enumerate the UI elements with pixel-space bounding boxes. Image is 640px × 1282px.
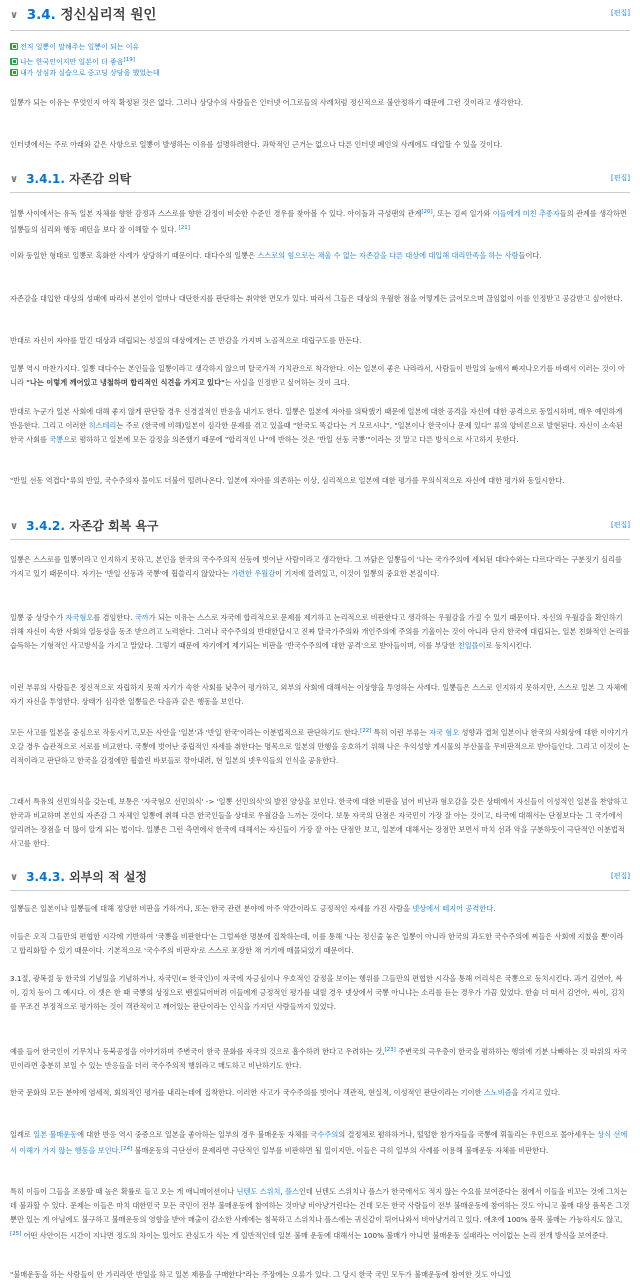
paragraph: 반대로 자신이 자아를 맡긴 대상과 대립되는 성질의 대상에게는 큰 반감을 가지며 노골적으로 대립구도를 만든다. — [10, 336, 362, 345]
footnote-ref[interactable]: [23] — [384, 1047, 396, 1053]
wiki-link[interactable]: 국까 — [134, 613, 149, 622]
wiki-link[interactable]: 히스테리 — [88, 421, 117, 430]
chevron-down-icon[interactable]: ∨ — [10, 10, 19, 21]
wiki-link[interactable]: 국수주의 — [310, 1130, 339, 1139]
section-heading-3-4[interactable] — [10, 3, 630, 31]
paragraph: 일뽕들은 일본이나 일뽕들에 대해 정당한 비판을 가하거나, 또는 한국 관련 분야에 아주 약간이라도 긍정적인 자세를 가진 사람을 넷상에서 떼지어 공격한다. — [10, 904, 496, 913]
wiki-link[interactable]: 자국혐오 — [65, 613, 94, 622]
section-heading-3-4-3[interactable] — [10, 866, 630, 891]
edit-link[interactable]: [편집] — [611, 9, 630, 17]
chevron-down-icon[interactable]: ∨ — [10, 872, 19, 883]
section-number[interactable]: 3.4.3. — [26, 870, 65, 884]
paragraph: 3.1절, 광복절 등 한국의 기념일을 기념하거나, 자국민(= 한국인)이 자국에 자긍심이나 우호적인 감정을 보이는 행위를 그들만의 편협한 시각을 통해 어리석은 국뽕으로 등치시킨다. 과거 김연아, 싸이, 김치 등이 그 예시다. 이 셋은 한 때 국뽕의 상징으로 밴질되어버려 이들에게 긍정적인 평가를 내릴 경우 넷상에서 국뽕 아니냐는 소리를 듣는 경우가 가끔 있었다. 한술 더 떠서 김연아, 싸이, 김치를 무조건 부정적으로 평가하는 것이 객관적이고 깨어있는 판단이라는 인식을 가지던 사람들까지 있었다. — [10, 974, 625, 1011]
wiki-link[interactable]: 스스로의 힘으로는 채울 수 없는 자존감을 다른 대상에 대입해 대리만족을 하는 사람 — [257, 251, 519, 260]
wiki-link[interactable]: 닌텐도 스위치, 플스 — [236, 1187, 299, 1196]
wiki-link[interactable]: 가련한 우월감 — [231, 569, 276, 578]
chevron-down-icon[interactable]: ∨ — [10, 174, 19, 185]
section-number[interactable]: 3.4. — [26, 7, 56, 23]
section-number[interactable]: 3.4.2. — [26, 519, 65, 533]
section-heading-3-4-1[interactable] — [10, 168, 630, 193]
section-3-4-2 — [10, 515, 630, 540]
wiki-link[interactable]: 이들에게 미친 추종자 — [492, 209, 560, 218]
wiki-link[interactable]: 친일몰이 — [457, 641, 486, 650]
paragraph: "불매운동을 하는 사람들이 안 가리라만 반일을 하고 일본 제품을 구매한다"라는 주장에는 오류가 있다. 그 당시 한국 국민 모두가 불매운동에 참여한 것도 아니었 — [10, 1270, 512, 1279]
paragraph: 모든 사고를 일본을 중심으로 작동시키고,모든 사안을 '일본'과 '반일 한국'이라는 이분법적으로 판단하기도 한다.[22] 특히 이런 부류는 자국 혐오 성향과 겹쳐 일본이나 한국의 사회상에 대한 이야기가 오갈 경우 습관적으로 서로를 비교한다. 국뽕에 벗어난 중립적인 자세를 취한다는 명목으로 일본의 만행을 옹호하기 위해 나은 우익성향 게시물의 부산물을 무비판적으로 받아들인다. 그리고 이것이 논리적이라고 판단하고 한국을 감정에만 휩쓸린 바보들로 깎아내려, 현 일본의 넷우익들의 인식을 공유한다. — [10, 728, 630, 765]
wiki-link[interactable]: 일본 불매운동 — [33, 1130, 78, 1139]
paragraph: 일례로 일본 불매운동에 대한 반응 역시 중증으로 일본을 좋아하는 일부의 경우 불매운동 자체를 국수주의의 결정체로 폄하하거나, 떨떨한 참가자들을 국뽕에 휘둘리는 우민으로 몰아세우는 상식 선에서 이해가 가지 않는 행동을 보인다.[24] 불매운동의 극단선이 문제라면 극단적인 일부를 비판하면 될 일이지만, 이들은 극히 일부의 사례를 이용해 불매운동 자체를 비판한다. — [10, 1130, 628, 1155]
paragraph: 이런 부류의 사람들은 정신적으로 자립하지 못해 자기가 속한 사회를 낮추어 평가하고, 외부의 사회에 대해서는 이상향을 투영하는 사례다. 일뽕들은 스스로 인지하지 못하지만, 스스로 일본 그 자체에 자기 자신을 투영한다. 상태가 심각한 일뽕들은 다음과 같은 행동을 보인다. — [10, 683, 628, 706]
link-icon — [10, 43, 18, 50]
wiki-link[interactable]: 상식 선에서 이해가 가지 않는 행동을 보인다 — [10, 1130, 628, 1155]
paragraph: 한국 문화의 모든 분야에 염세적, 회의적인 평가를 내리는데에 집착한다. 이러한 사고가 국수주의를 벗어나 객관적, 현실적, 이성적인 판단이라는 기이한 스노비즘을 가지고 있다. — [10, 1088, 561, 1097]
link-icon — [10, 69, 18, 76]
paragraph: 일뽕 사이에서는 유독 일본 자체를 향한 감정과 스스로를 향한 감정이 비슷한 수준인 경우를 찾아볼 수 있다. 아이돌과 극성팬의 관계[20], 또는 김씨 일가와 이들에게 미친 추종자들의 관계를 생각하면 일뽕들의 심리와 행동 패턴을 보다 잘 이해할 수 있다. [21] — [10, 209, 627, 234]
paragraph: "반일 선동 역겹다"류의 반일, 국수주의자 몰이도 더불어 떨려나온다. 일본에 자아를 의존하는 이상, 심리적으로 일본에 대한 평가를 무의식적으로 자신에 대한 평가와 동일시한다. — [10, 476, 565, 485]
section-title: 정신심리적 원인 — [60, 7, 157, 23]
related-link[interactable]: 나는 한국인이지만 일본이 더 좋음[19] — [10, 54, 630, 66]
section-3-4-3 — [10, 866, 630, 891]
footnote-ref[interactable]: [20] — [421, 209, 433, 215]
paragraph: 자존감을 대입한 대상의 성패에 따라서 본인이 얼마나 대단한지를 판단하는 취약한 면모가 있다. 따라서 그들은 대상의 우월한 점을 어떻게든 긁어모으며 끊임없이 이를 인정받고 공감받고 싶어한다. — [10, 294, 623, 303]
section-3-4-1 — [10, 168, 630, 193]
paragraph: 이와 동일한 형태로 일뽕로 혹화한 사례가 상당하기 때문이다. 대다수의 일뽕은 스스로의 힘으로는 채울 수 없는 자존감을 다른 대상에 대입해 대리만족을 하는 사람들이다. — [10, 251, 542, 260]
paragraph: 인터넷에서는 주로 아래와 같은 사항으로 일뽕이 발생하는 이유를 설명하려한다. 과학적인 근거는 없으나 다른 인터넷 폐인의 사례에도 대입할 수 있을 것이다. — [10, 140, 503, 149]
paragraph: 반대로 누군가 일본 사회에 대해 좋지 않게 판단할 경우 신경질적인 반응을 내기도 한다. 일뽕은 일본에 자아를 의탁했기 때문에 일본에 대한 공격을 자신에 대한 공격으로 동일시하며, 매우 예민하게 반응한다. 그리고 이러한 히스테리는 주로 (한국에 비해)일본이 심각한 문제를 겪고 있을때 "한국도 똑같다는 거 모르시냐", "일본이나 한국이나 문제 있다" 류의 양비론으로 발현된다. 자신이 소속된 한국 사회를 국뽕으로 폄하하고 일본에 모든 감정을 의존했기 때문에 "합리적인 나"에 반하는 것은 '반일 선동 국뽕'"이라는 것 말고 다른 방식으로 사고하지 못한다. — [10, 407, 623, 444]
section-title: 외부의 적 설정 — [69, 870, 148, 884]
paragraph: 이들은 오직 그들만의 편협한 시각에 기반하여 '국뽕을 비판한다'는 그럴싸한 명분에 집착하는데, 이를 통해 '나는 정신줄 놓은 일뽕이 아니라 한국의 과도한 국수주의에 찌들은 사회에 지쳤을 뿐'이라고 합리화할 수 있기 때문이다. 기본적으로 '국수주의 비판자'로 스스로 포장한 채 거기에 매몰되었기 때문이다. — [10, 932, 624, 955]
edit-link[interactable]: [편집] — [611, 174, 630, 182]
wiki-link[interactable]: 넷상에서 떼지어 공격한다 — [412, 904, 494, 913]
footnote-ref[interactable]: [22] — [360, 728, 372, 734]
related-link[interactable]: 전직 일뽕이 말해주는 일뽕이 되는 이유 — [10, 41, 630, 53]
link-icon — [10, 58, 18, 65]
paragraph: 일뽕 역시 마찬가지다. 일뽕 대다수는 본인들을 일뽕이라고 생각하지 않으며 탈국가적 가치관으로 착각한다. 이는 일본이 좋은 나라라서, 사람들이 반일의 늪에서 빠져나오기를 바래서 이러는 것이 아니라 "나는 이렇게 깨어있고 냉철하며 합리적인 식견을 가지고 있다"는 사실을 인정받고 싶어하는 것이 크다. — [10, 364, 625, 387]
edit-link[interactable]: [편집] — [611, 872, 630, 880]
section-title: 자존감 의탁 — [69, 172, 132, 186]
related-link[interactable]: 내가 상심과 실습으로 중고딩 상담을 했었는데 — [10, 67, 630, 79]
paragraph: 특히 이들이 그들을 조롱할 때 높은 확률로 들고 오는 게 애니메이션이나 닌텐도 스위치, 플스인데 닌텐도 스위치나 플스가 한국에서도 적지 않는 수요를 보여준다는 점에서 이들을 비꼬는 것에 그치는데 불과할 수 있다. 문제는 이들은 마치 대한민국 모든 국민이 전부 불매운동에 참여하는 것마냥 비아냥거린다는 건데 모든 한국 사람들이 전부 불매운동에 참여하는 것도 아니고 불매 대상 품목은 그것뿐만 있는 게 아님에도 불구하고 불매운동의 영향을 받아 매출이 감소한 사례에는 침묵하고 스위치나 플스에는 귀신같이 튀어나와서 비아냥거리고 있다. 애초에 100% 품목 불매는 가능하지도 않고,[25] 어떤 사안이든 시간이 지나면 정도의 차이는 있어도 관심도가 식는 게 일반적인데 일본 불매 운동에 대해서는 100% 불매가 아니면 불매운동 실패라는 어이없는 논리 전개 방식을 보여준다. — [10, 1187, 630, 1240]
wiki-link[interactable]: 스노비즘 — [483, 1088, 512, 1097]
section-title: 자존감 회복 욕구 — [69, 519, 159, 533]
section-heading-3-4-2[interactable] — [10, 515, 630, 540]
edit-link[interactable]: [편집] — [611, 521, 630, 529]
paragraph: 일뽕은 스스로를 일뽕이라고 인지하지 못하고, 본인을 한국의 국수주의적 선동에 벗어난 사람이라고 생각한다. 그 까닭은 일뽕들이 '나는 국가주의에 세뇌된 대다수와는 다르다'라는 구분짓기 심리를 가지고 있기 때문이다. 자기는 '반일 선동과 국뽕'에 휩쓸리지 않았다는 가련한 우월감이 기저에 깔려있고, 이것이 일뽕의 중요한 본질이다. — [10, 555, 622, 578]
paragraph: 그래서 특유의 선민의식을 갖는데, 보통은 '자국혐오 선민의식' -> '일뽕 선민의식'의 발전 양상을 보인다. 한국에 대한 비판을 넘어 비난과 혐오감을 갖은 상태에서 자신들이 이성적인 일본을 찬양하고 한국과 비교하며 본인의 자존감 그 자체인 일뽕에 취해 다른 한국인들을 상대로 우월감을 느끼는 것이다. 보통 자국의 단점은 자국민이 가장 잘 아는 것이고, 타국에 대해서는 단점보다는 그 국가에서 알리려는 장점을 더 많이 알게 되는 법이다. 일뽕은 그런 측면에서 한국에 대해서는 자신들이 가장 잘 아는 단점만 보고, 일본에 대해서는 장점만 보면서 마치 선과 악을 구분하듯이 극단적인 이분법적 사고를 한다. — [10, 797, 628, 848]
chevron-down-icon[interactable]: ∨ — [10, 521, 19, 532]
footnote-ref[interactable]: [24] — [120, 1146, 133, 1152]
wiki-link[interactable]: 자국 혐오 — [429, 728, 460, 737]
footnote-ref[interactable]: [21] — [178, 225, 190, 231]
footnote-ref[interactable]: [25] — [10, 1231, 22, 1237]
paragraph: 일뽕가 되는 이유는 무엇인지 아직 확정된 것은 없다. 그러나 상당수의 사람들은 인터넷 어그로들의 사례처럼 정신적으로 불안정하기 때문에 그런 것이라고 생각한다. — [10, 98, 524, 107]
paragraph: 일뽕 중 상당수가 자국혐오를 겸임한다. 국까가 되는 이유는 스스로 자국에 합리적으로 문제를 제기하고 논리적으로 비판한다고 생각하는 우월감을 가질 수 있기 때문이다. 자신의 우월감을 확인하기 위해 자신이 속한 사회의 열등성을 동조 받으려고 노력한다. 그러나 국수주의의 반대한답시고 진짜 탈국가주의와 개인주의에 주의를 기울이는 것이 아니라 단지 한국에 대립되는, 일본 친화적인 논리를 습득하는 기형적인 사고방식을 가지고 말았다. 그렇기 때문에 자기에게 제기되는 비판을 '반국수주의에 대한 공격'으로 받아들이며, 이를 부당한 친일몰이로 등치시킨다. — [10, 613, 630, 650]
section-number[interactable]: 3.4.1. — [26, 172, 65, 186]
paragraph: 예를 들어 한국인이 기무치나 동북공정을 이야기하며 주변국이 한국 문화를 자국의 것으로 흡수하려 한다고 우려하는 것,[23] 주변국의 극우층이 한국을 폄하하는 행위에 기분 나빠하는 것 따위의 자국민이라면 충분히 보일 수 있는 반응들을 더러 국수주의적 행위라고 매도하고 비난하기도 한다. — [10, 1047, 627, 1070]
section-3-4 — [10, 0, 630, 91]
wiki-link[interactable]: 국뽕 — [49, 435, 64, 444]
footnote-ref[interactable]: [19] — [123, 57, 135, 64]
related-links — [10, 41, 630, 79]
